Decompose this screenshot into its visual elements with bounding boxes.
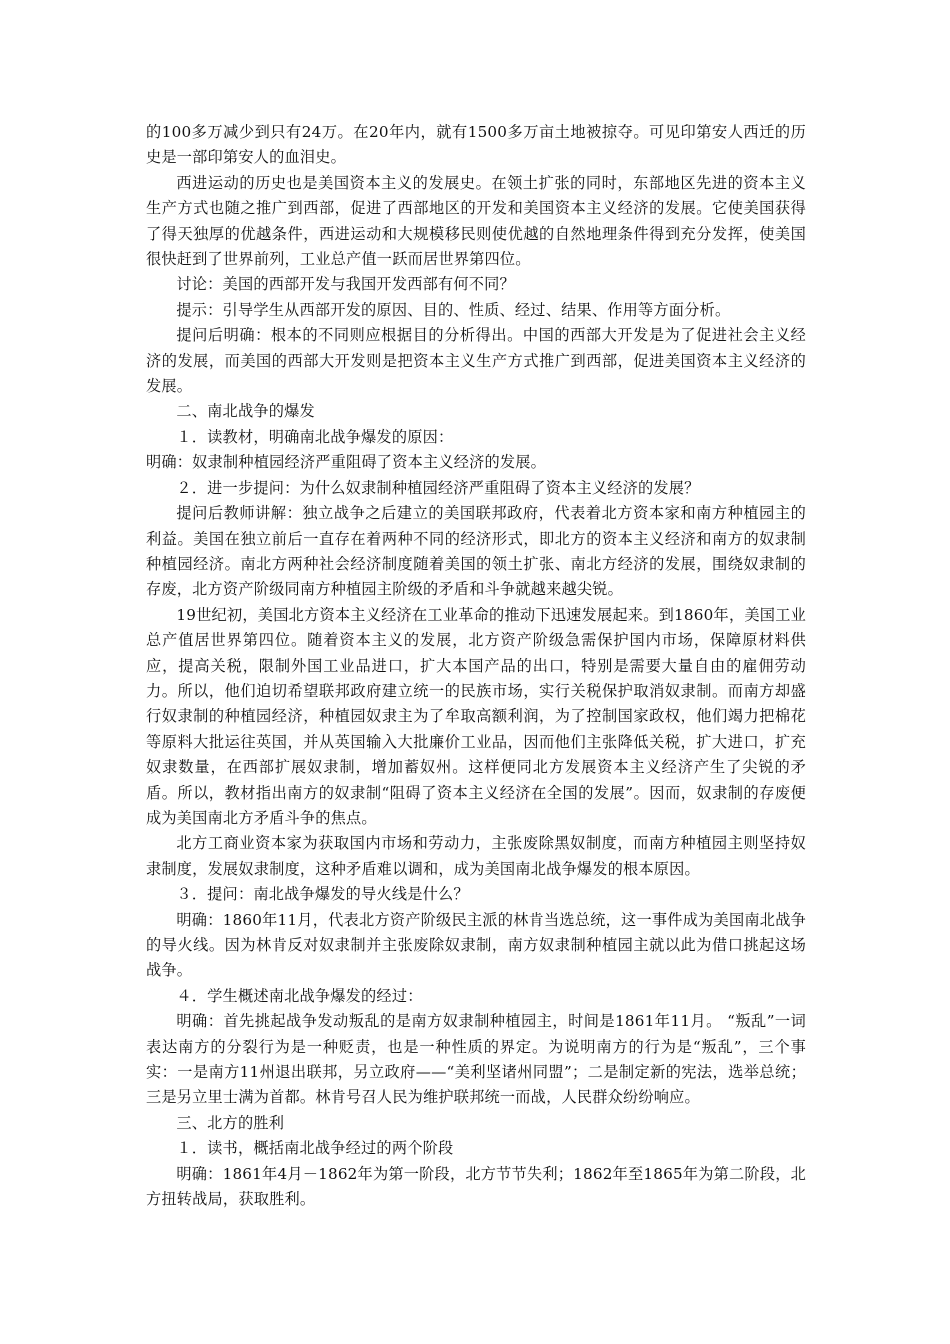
numbered-item: １．读书，概括南北战争经过的两个阶段: [176, 1139, 454, 1158]
paragraph: 明确：首先挑起战争发动叛乱的是南方奴隶制种植园主，时间是1861年11月。 “叛乱”一词表达南方的分裂行为是一种贬责，也是一种性质的界定。为说明南方的行为是“叛乱”，三个事实：一是南方11州退出联邦，另立政府——“美利坚诸州同盟”；二是制定新的宪法，选举总统；三是另立里士满为首都。林肯号召人民为维护联邦统一而战，人民群众纷纷响应。: [146, 1012, 806, 1107]
paragraph: 的100多万减少到只有24万。在20年内，就有1500多万亩土地被掠夺。可见印第安人西迁的历史是一部印第安人的血泪史。: [146, 123, 806, 167]
paragraph: 明确：1861年4月－1862年为第一阶段，北方节节失利；1862年至1865年为第二阶段，北方扭转战局，获取胜利。: [146, 1164, 806, 1209]
section-heading: 二、南北战争的爆发: [176, 402, 315, 421]
numbered-item: ４．学生概述南北战争爆发的经过：: [176, 986, 423, 1005]
paragraph: 明确：奴隶制种植园经济严重阻碍了资本主义经济的发展。: [146, 453, 547, 472]
numbered-item: ３．提问：南北战争爆发的导火线是什么？: [176, 885, 469, 904]
paragraph: 提问后教师讲解：独立战争之后建立的美国联邦政府，代表着北方资本家和南方种植园主的利益。美国在独立前后一直存在着两种不同的经济形式，即北方的资本主义经济和南方的奴隶制种植园经济。南北方两种社会经济制度随着美国的领土扩张、南北方经济的发展，围绕奴隶制的存废，北方资产阶级同南方种植园主阶级的矛盾和斗争就越来越尖锐。: [146, 504, 806, 599]
paragraph: 西进运动的历史也是美国资本主义的发展史。在领土扩张的同时，东部地区先进的资本主义生产方式也随之推广到西部，促进了西部地区的开发和美国资本主义经济的发展。它使美国获得了得天独厚的优越条件，西进运动和大规模移民则使优越的自然地理条件得到充分发挥，使美国很快赶到了世界前列，工业总产值一跃而居世界第四位。: [146, 173, 806, 269]
paragraph: 提示：引导学生从西部开发的原因、目的、性质、经过、结果、作用等方面分析。: [176, 300, 731, 319]
document-body: [146, 120, 806, 1212]
paragraph: 提问后明确：根本的不同则应根据目的分析得出。中国的西部大开发是为了促进社会主义经济的发展，而美国的西部大开发则是把资本主义生产方式推广到西部，促进美国资本主义经济的发展。: [146, 326, 806, 396]
paragraph: 讨论：美国的西部开发与我国开发西部有何不同？: [176, 275, 515, 294]
paragraph: 明确：1860年11月，代表北方资产阶级民主派的林肯当选总统，这一事件成为美国南北战争的导火线。因为林肯反对奴隶制并主张废除奴隶制，南方奴隶制种植园主就以此为借口挑起这场战争。: [146, 910, 806, 980]
numbered-item: １．读教材，明确南北战争爆发的原因：: [176, 427, 454, 446]
paragraph: 北方工商业资本家为获取国内市场和劳动力，主张废除黑奴制度，而南方种植园主则坚持奴隶制度，发展奴隶制度，这种矛盾难以调和，成为美国南北战争爆发的根本原因。: [146, 834, 806, 878]
numbered-item: ２．进一步提问：为什么奴隶制种植园经济严重阻碍了资本主义经济的发展？: [176, 478, 700, 497]
section-heading: 三、北方的胜利: [176, 1113, 285, 1132]
paragraph: 19世纪初，美国北方资本主义经济在工业革命的推动下迅速发展起来。到1860年，美国工业总产值居世界第四位。随着资本主义的发展，北方资产阶级急需保护国内市场，保障原材料供应，提高关税，限制外国工业品进口，扩大本国产品的出口，特别是需要大量自由的雇佣劳动力。所以，他们迫切希望联邦政府建立统一的民族市场，实行关税保护取消奴隶制。而南方却盛行奴隶制的种植园经济，种植园奴隶主为了牟取高额利润，为了控制国家政权，他们竭力把棉花等原料大批运往英国，并从英国输入大批廉价工业品，因而他们主张降低关税，扩大进口，扩充奴隶数量，在西部扩展奴隶制，增加蓄奴州。这样便同北方发展资本主义经济产生了尖锐的矛盾。所以，教材指出南方的奴隶制“阻碍了资本主义经济在全国的发展”。因而，奴隶制的存废便成为美国南北方矛盾斗争的焦点。: [146, 605, 806, 827]
